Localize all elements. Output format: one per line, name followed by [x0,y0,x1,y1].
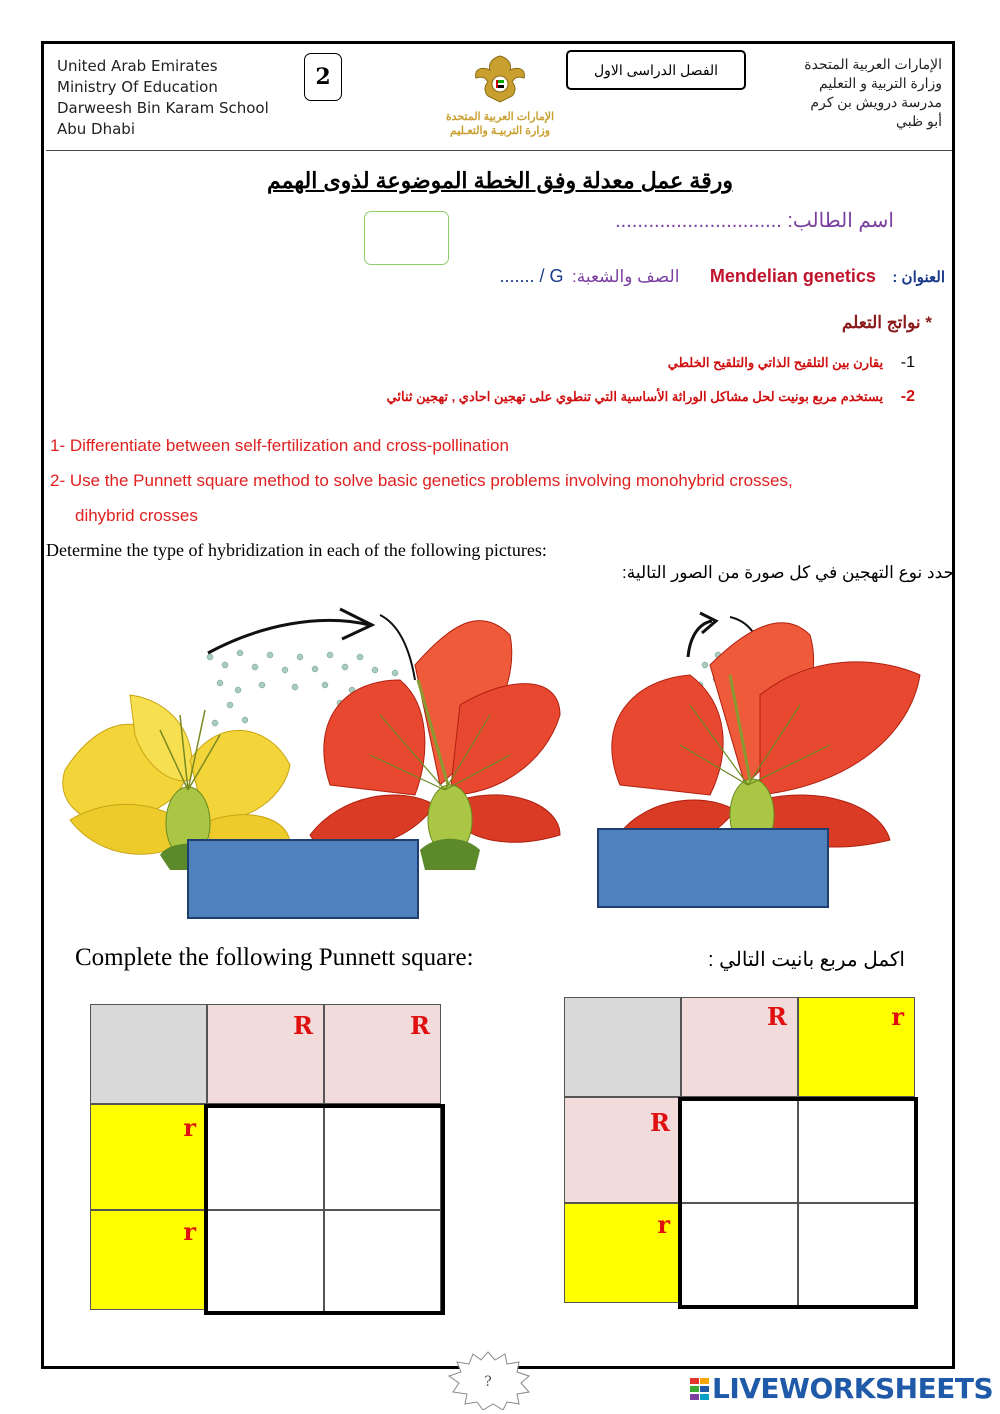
punnett-header-cell [207,1004,324,1104]
header-ar-line: مدرسة درويش بن كرم [810,94,942,110]
pollination-illustration [40,595,960,940]
question1-english: Determine the type of hybridization in each of the following pictures: [46,540,547,560]
punnett-side-cell [564,1203,681,1303]
punnett-grid-border [204,1104,445,1315]
allele-label: R [410,1011,430,1040]
outcome-ar-text: يقارن بين التلقيح الذاتي والتلقيح الخلطي [667,355,884,370]
header-en-line: Abu Dhabi [57,120,135,138]
footer-seal-icon [445,1350,531,1410]
red-flower-self-icon [612,623,920,860]
liveworksheets-brand-text: LIVEWORKSHEETS [712,1372,994,1405]
class-value: ....... / G [499,266,564,286]
header-en-line: Ministry Of Education [57,78,218,96]
header-ar-line: وزارة التربية و التعليم [819,75,942,91]
header-ar-line: أبو ظبي [896,113,942,129]
outcomes-heading: * نواتج التعلم [841,313,932,332]
allele-label: r [183,1217,196,1246]
allele-label: r [183,1113,196,1142]
question1-arabic: حدد نوع التهجين في كل صورة من الصور التالية: [622,563,954,582]
header-en-line: Darweesh Bin Karam School [57,99,269,117]
score-input-box[interactable] [364,211,449,265]
answer-drop-box-2[interactable] [598,829,828,907]
allele-label: r [891,1002,904,1031]
question2-english: Complete the following Punnett square: [75,944,474,971]
punnett-grid-border [678,1097,918,1309]
outcome-ar-number: 2- [900,388,915,405]
topic-label: العنوان : [892,269,945,286]
header-ar-line: الإمارات العربية المتحدة [804,56,942,72]
outcome-ar-number: 1- [900,354,915,371]
footer-seal-text: ? [484,1374,492,1390]
outcome-ar-text: يستخدم مربع بونيت لحل مشاكل الوراثة الأساسية التي تنطوي على تهجين احادي , تهجين ثنائي [386,389,884,404]
answer-drop-box-1[interactable] [188,840,418,918]
allele-label: R [650,1108,670,1137]
punnett-header-cell [681,997,798,1097]
header-en-line: United Arab Emirates [57,57,218,75]
emblem-caption-line: الإمارات العربية المتحدة [445,111,555,123]
student-name-label: اسم الطالب: .............................. [615,210,894,232]
allele-label: r [657,1210,670,1239]
punnett-header-cell [324,1004,441,1104]
liveworksheets-logo[interactable] [690,1372,993,1407]
header-english [57,56,269,140]
punnett-corner-cell [564,997,681,1097]
liveworksheets-logo-icon [690,1374,710,1407]
question2-arabic: اكمل مربع بانيت التالي : [708,949,905,971]
page-number-box: 2 [304,53,342,101]
uae-emblem-icon [470,50,530,106]
class-label: الصف والشعبة: [572,267,680,286]
emblem-caption-line: وزارة التربيـة والتعـليم [449,125,550,137]
outcome-ar-1 [668,354,915,372]
punnett-side-cell [564,1097,681,1203]
outcome-en-2-cont: dihybrid crosses [75,506,198,525]
emblem-caption [420,110,580,138]
punnett-corner-cell [90,1004,207,1104]
allele-label: R [767,1002,787,1031]
punnett-side-cell [90,1104,207,1210]
punnett-side-cell [90,1210,207,1310]
semester-box: الفصل الدراسى الاول [566,50,746,90]
header-divider [46,150,952,151]
topic-value: Mendelian genetics [709,266,876,286]
red-flower-icon [310,621,560,870]
outcome-en-2: 2- Use the Punnett square method to solve basic genetics problems involving monohybrid crosses, [50,471,793,490]
outcome-ar-2 [387,388,915,406]
worksheet-title: ورقة عمل معدلة وفق الخطة الموضوعة لذوى الهمم [267,168,733,193]
outcome-en-1: 1- Differentiate between self-fertilization and cross-pollination [50,436,509,455]
punnett-header-cell [798,997,915,1097]
allele-label: R [293,1011,313,1040]
header-arabic [804,55,942,131]
subject-row [500,266,945,287]
